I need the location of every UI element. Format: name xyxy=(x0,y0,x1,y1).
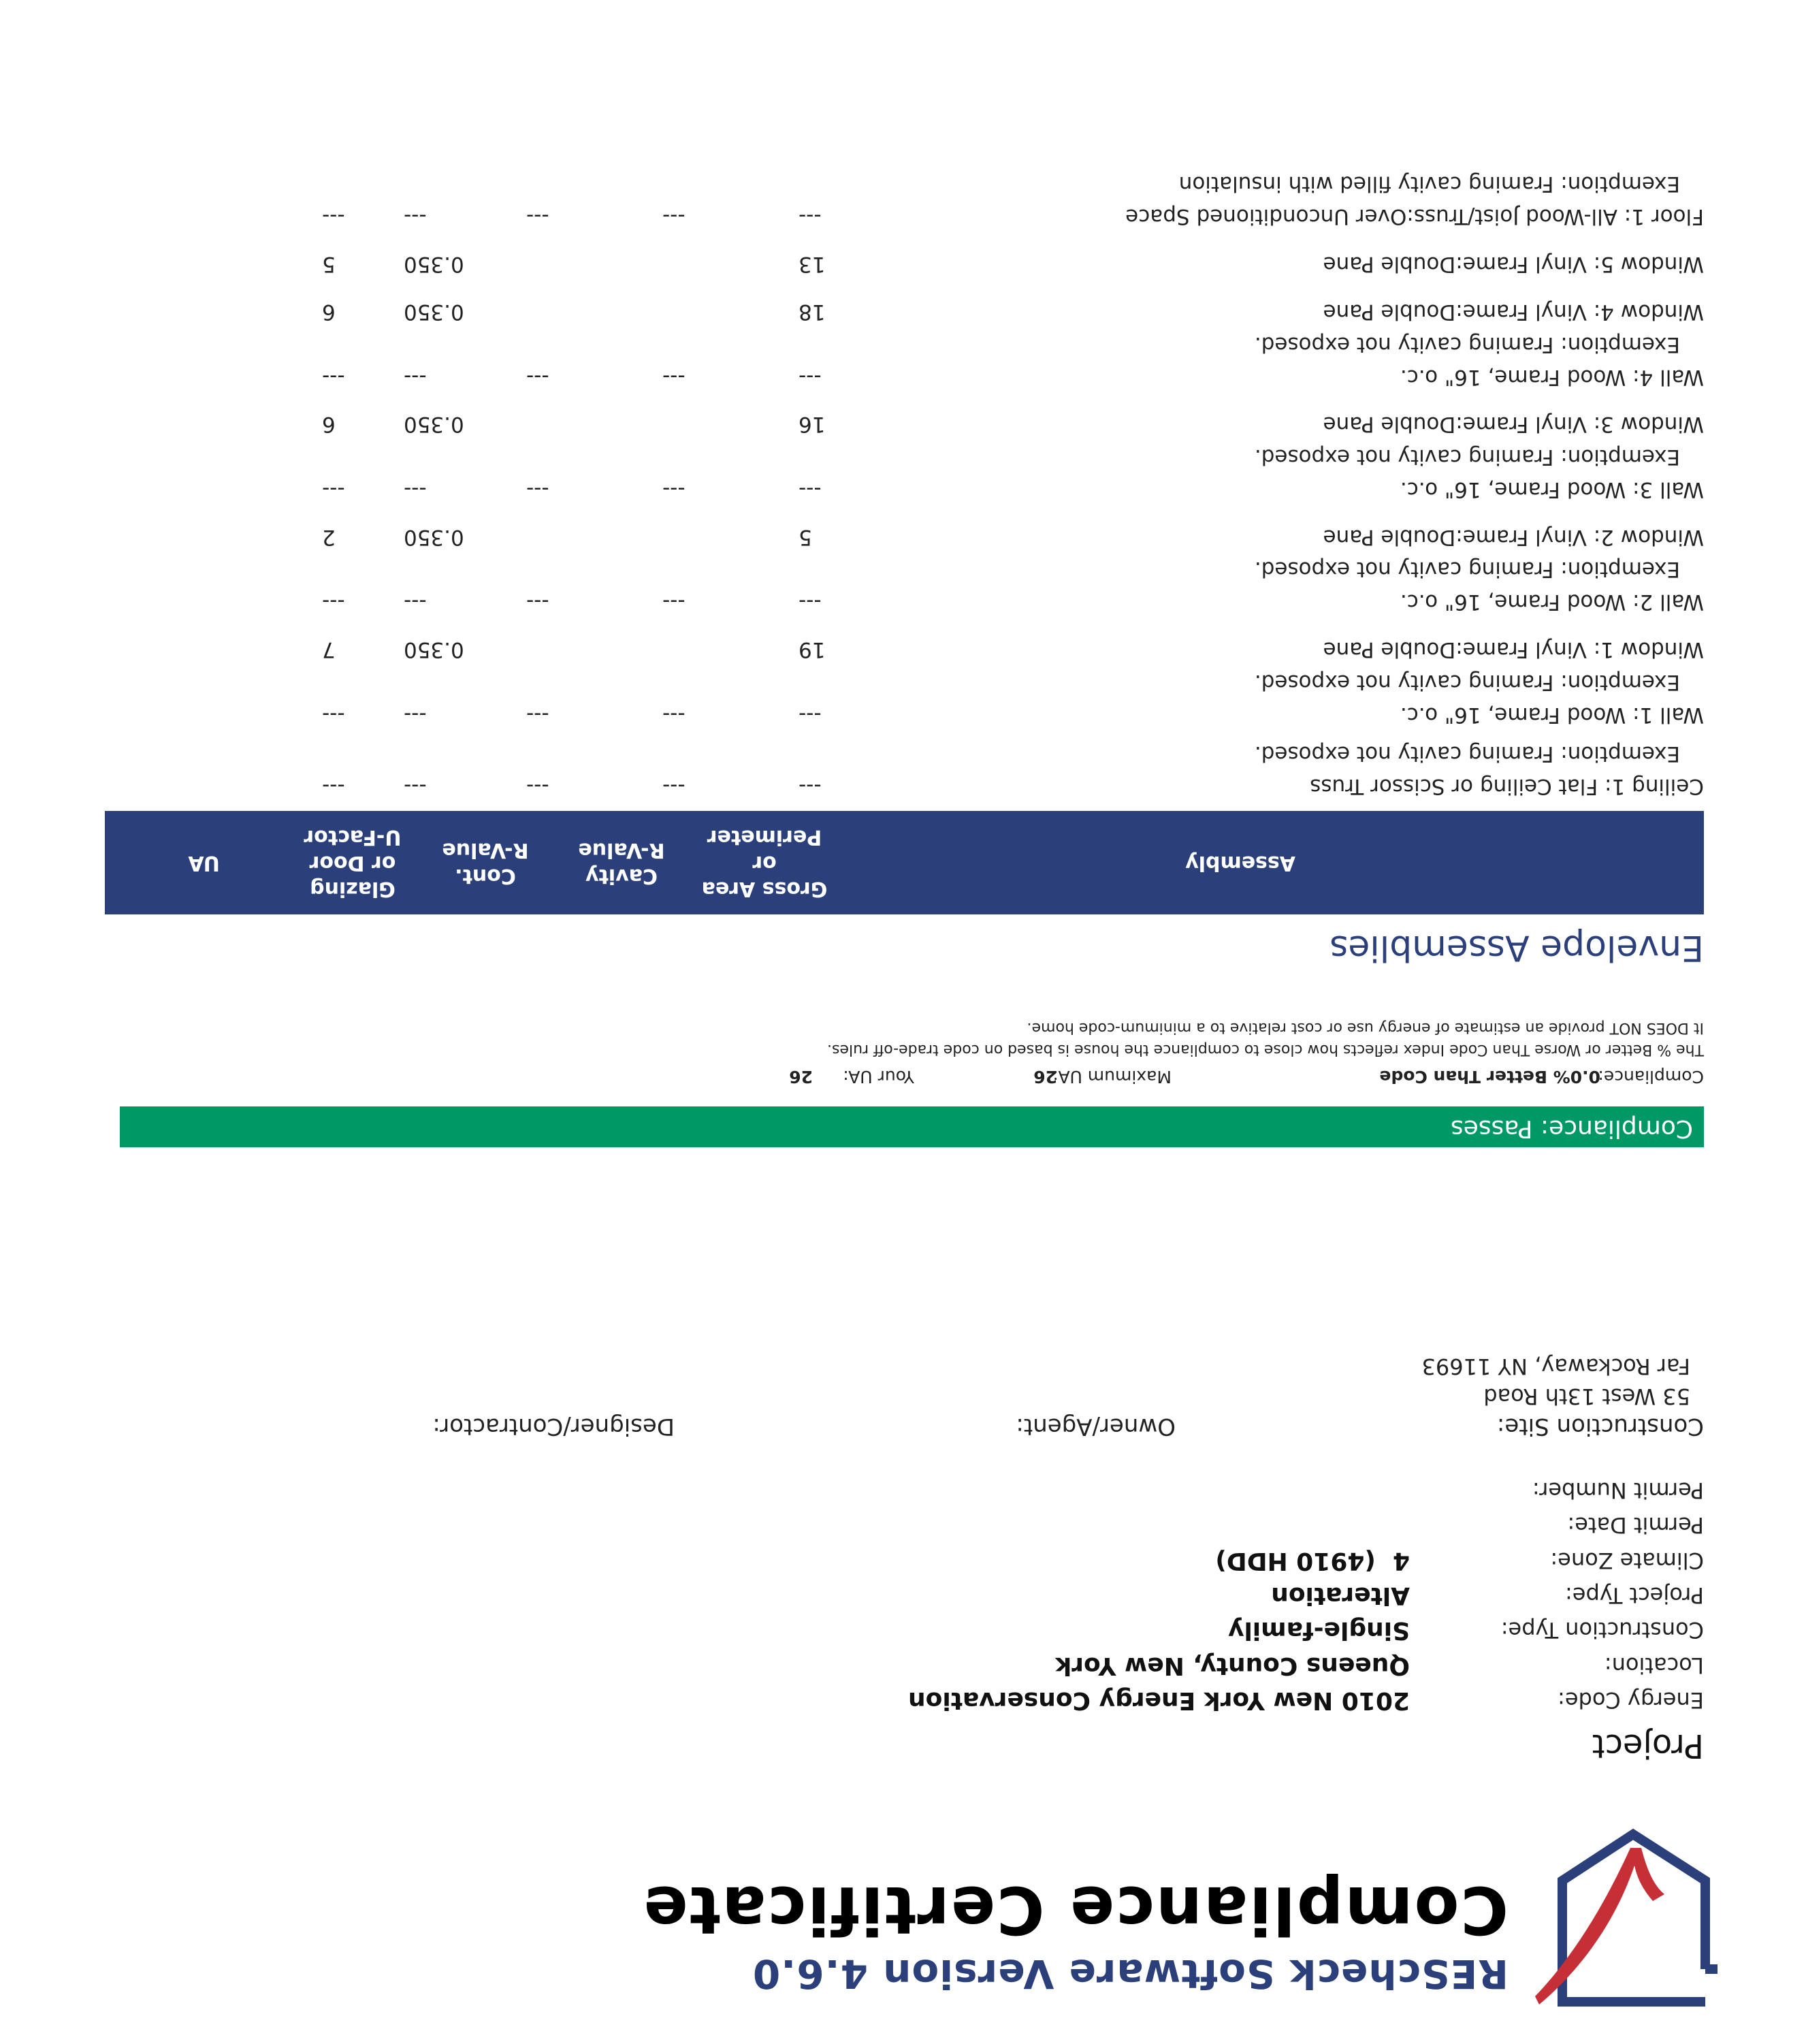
cell-ufactor: 0.350 xyxy=(404,252,464,276)
compliance-status-text: Compliance: Passes xyxy=(1450,1115,1693,1143)
cell-cont: --- xyxy=(526,703,549,727)
cell-cavity: --- xyxy=(662,774,686,799)
col-gross-line2: or xyxy=(752,851,777,875)
climate-zone-label: Climate Zone: xyxy=(1550,1548,1704,1574)
col-ua: UA xyxy=(188,851,220,875)
cell-ufactor: --- xyxy=(404,477,427,502)
compliance-status-bar xyxy=(120,1106,1704,1147)
energy-code-label: Energy Code: xyxy=(1558,1687,1704,1713)
compliance-label: Compliance: xyxy=(1598,1067,1704,1087)
assembly-name: Ceiling 1: Flat Ceiling or Scissor Truss xyxy=(1310,774,1704,799)
construction-type-value: Single-family xyxy=(1228,1616,1410,1644)
compliance-value: 0.0% Better Than Code xyxy=(1379,1067,1600,1087)
location-value: Queens County, New York xyxy=(1055,1652,1410,1680)
assembly-exemption: Exemption: Framing cavity not exposed. xyxy=(1254,741,1680,766)
assembly-exemption: Exemption: Framing cavity filled with insulation xyxy=(1178,172,1680,196)
envelope-table-header xyxy=(105,811,1704,914)
project-type-label: Project Type: xyxy=(1565,1582,1704,1608)
construction-site-label: Construction Site: xyxy=(1496,1413,1704,1440)
assembly-name: Wall 1: Wood Frame, 16" o.c. xyxy=(1400,703,1704,727)
cell-gross: 19 xyxy=(799,637,826,662)
cell-cavity: --- xyxy=(662,703,686,727)
assembly-name: Window 2: Vinyl Frame:Double Pane xyxy=(1323,525,1704,549)
cell-ufactor: --- xyxy=(404,703,427,727)
cell-ufactor: --- xyxy=(404,365,427,389)
your-ua-label: Your UA: xyxy=(843,1067,914,1087)
cell-ua: --- xyxy=(322,204,345,229)
col-cont-line2: R-Value xyxy=(442,838,529,862)
cell-cavity: --- xyxy=(662,590,686,614)
designer-contractor-label: Designer/Contractor: xyxy=(432,1413,675,1440)
cell-gross: --- xyxy=(799,703,822,727)
cell-ua: --- xyxy=(322,365,345,389)
cell-ua: 6 xyxy=(322,300,336,324)
cell-gross: --- xyxy=(799,365,822,389)
assembly-exemption: Exemption: Framing cavity not exposed. xyxy=(1254,557,1680,581)
construction-type-label: Construction Type: xyxy=(1500,1617,1704,1643)
col-cavity-line2: R-Value xyxy=(578,838,665,862)
assembly-name: Window 5: Vinyl Frame:Double Pane xyxy=(1323,252,1704,276)
assembly-name: Window 3: Vinyl Frame:Double Pane xyxy=(1323,412,1704,436)
index-note-line1: The % Better or Worse Than Code Index reflects how close to compliance the house is based on code trade-off rules. xyxy=(827,1041,1704,1058)
assembly-exemption: Exemption: Framing cavity not exposed. xyxy=(1254,445,1680,469)
assembly-name: Wall 3: Wood Frame, 16" o.c. xyxy=(1400,477,1704,502)
page-title: Compliance Certificate xyxy=(642,1872,1509,1948)
climate-zone-value: 4 (4910 HDD) xyxy=(1215,1547,1410,1575)
col-assembly: Assembly xyxy=(1185,851,1295,875)
assembly-exemption: Exemption: Framing cavity not exposed. xyxy=(1254,332,1680,357)
assembly-name: Wall 2: Wood Frame, 16" o.c. xyxy=(1400,590,1704,614)
col-glazing-line3: U-Factor xyxy=(304,825,402,849)
cell-gross: 5 xyxy=(799,525,812,549)
envelope-assemblies-heading: Envelope Assemblies xyxy=(1329,927,1704,968)
project-type-value: Alteration xyxy=(1271,1582,1410,1610)
col-glazing-line1: Glazing xyxy=(310,877,396,901)
cell-gross: 16 xyxy=(799,412,826,436)
cell-ufactor: 0.350 xyxy=(404,412,464,436)
cell-cont: --- xyxy=(526,204,549,229)
permit-date-label: Permit Date: xyxy=(1567,1512,1704,1538)
cell-ua: 6 xyxy=(322,412,336,436)
location-label: Location: xyxy=(1604,1652,1704,1678)
owner-agent-label: Owner/Agent: xyxy=(1016,1413,1176,1440)
cell-ua: 2 xyxy=(322,525,336,549)
site-address-line2: Far Rockaway, NY 11693 xyxy=(1421,1354,1690,1379)
col-gross-line3: Perimeter xyxy=(707,825,822,849)
cell-ua: --- xyxy=(322,774,345,799)
assembly-name: Floor 1: All-Wood Joist/Truss:Over Unconditioned Space xyxy=(1125,204,1704,229)
cell-gross: 13 xyxy=(799,252,826,276)
permit-number-label: Permit Number: xyxy=(1532,1478,1704,1503)
maximum-ua-label: Maximum UA: xyxy=(1052,1067,1172,1087)
your-ua-value: 26 xyxy=(789,1067,813,1087)
col-cavity-line1: Cavity xyxy=(585,864,658,888)
cell-ua: --- xyxy=(322,703,345,727)
cell-cavity: --- xyxy=(662,477,686,502)
cell-gross: 18 xyxy=(799,300,826,324)
cell-gross: --- xyxy=(799,204,822,229)
cell-gross: --- xyxy=(799,590,822,614)
cell-ufactor: 0.350 xyxy=(404,637,464,662)
col-cont-line1: Cont. xyxy=(455,864,516,888)
cell-ua: 5 xyxy=(322,252,336,276)
maximum-ua-value: 26 xyxy=(1033,1067,1057,1087)
rescheck-shield-icon xyxy=(1534,1826,1718,2010)
cell-cont: --- xyxy=(526,590,549,614)
software-version: REScheck Software Version 4.6.0 xyxy=(752,1951,1509,1997)
cell-cavity: --- xyxy=(662,365,686,389)
assembly-name: Window 1: Vinyl Frame:Double Pane xyxy=(1323,637,1704,662)
index-note-line2: It DOES NOT provide an estimate of energy use or cost relative to a minimum-code home. xyxy=(1027,1019,1704,1036)
cell-ua: --- xyxy=(322,590,345,614)
assembly-exemption: Exemption: Framing cavity not exposed. xyxy=(1254,670,1680,694)
assembly-name: Window 4: Vinyl Frame:Double Pane xyxy=(1323,300,1704,324)
cell-cont: --- xyxy=(526,477,549,502)
cell-ufactor: --- xyxy=(404,204,427,229)
cell-ua: 7 xyxy=(322,637,336,662)
cell-gross: --- xyxy=(799,774,822,799)
energy-code-value: 2010 New York Energy Conservation xyxy=(908,1687,1410,1714)
cell-cont: --- xyxy=(526,774,549,799)
col-glazing-line2: or Door xyxy=(309,851,396,875)
cell-ufactor: --- xyxy=(404,590,427,614)
cell-ufactor: 0.350 xyxy=(404,300,464,324)
cell-gross: --- xyxy=(799,477,822,502)
cell-cont: --- xyxy=(526,365,549,389)
cell-ufactor: 0.350 xyxy=(404,525,464,549)
assembly-name: Wall 4: Wood Frame, 16" o.c. xyxy=(1400,365,1704,389)
site-address-line1: 53 West 13th Road xyxy=(1483,1384,1690,1409)
col-gross-line1: Gross Area xyxy=(701,877,828,901)
cell-ufactor: --- xyxy=(404,774,427,799)
cell-ua: --- xyxy=(322,477,345,502)
cell-cavity: --- xyxy=(662,204,686,229)
project-heading: Project xyxy=(1592,1727,1704,1765)
